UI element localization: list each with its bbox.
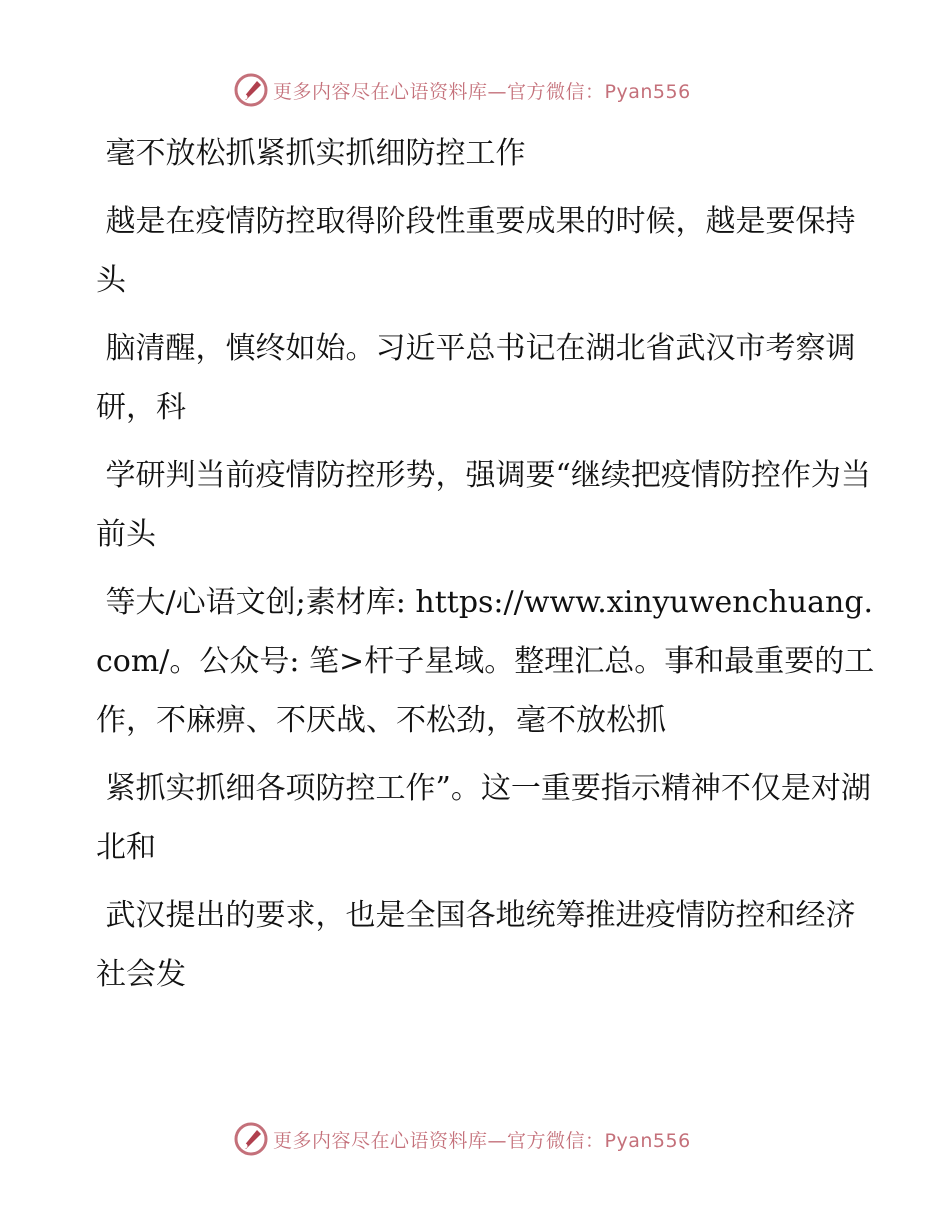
header-banner-text: 更多内容尽在心语资料库—官方微信：Pyan556	[273, 80, 691, 103]
paragraph: 紧抓实抓细各项防控工作”。这一重要指示精神不仅是对湖北和	[96, 771, 871, 865]
paragraph: 武汉提出的要求，也是全国各地统筹推进疫情防控和经济社会发	[96, 898, 856, 992]
paragraph: 毫不放松抓紧抓实抓细防控工作	[96, 136, 526, 171]
document-body	[96, 124, 876, 1013]
paragraph: 学研判当前疫情防控形势，强调要“继续把疫情防控作为当前头	[96, 458, 871, 552]
paragraph: 越是在疫情防控取得阶段性重要成果的时候，越是要保持头	[96, 204, 856, 298]
header-banner	[233, 71, 691, 109]
paragraph: 等大/心语文创;素材库: https://www.xinyuwenchuang.com/。公众号: 笔>杆子星域。整理汇总。事和最重要的工作，不麻痹、不厌战、不松劲，毫不放松抓	[96, 585, 875, 738]
pen-nib-circle-icon	[233, 72, 269, 108]
footer-banner-text: 更多内容尽在心语资料库—官方微信：Pyan556	[273, 1129, 691, 1152]
footer-banner	[233, 1120, 691, 1158]
paragraph: 脑清醒，慎终如始。习近平总书记在湖北省武汉市考察调研，科	[96, 331, 856, 425]
pen-nib-circle-icon	[233, 1121, 269, 1157]
